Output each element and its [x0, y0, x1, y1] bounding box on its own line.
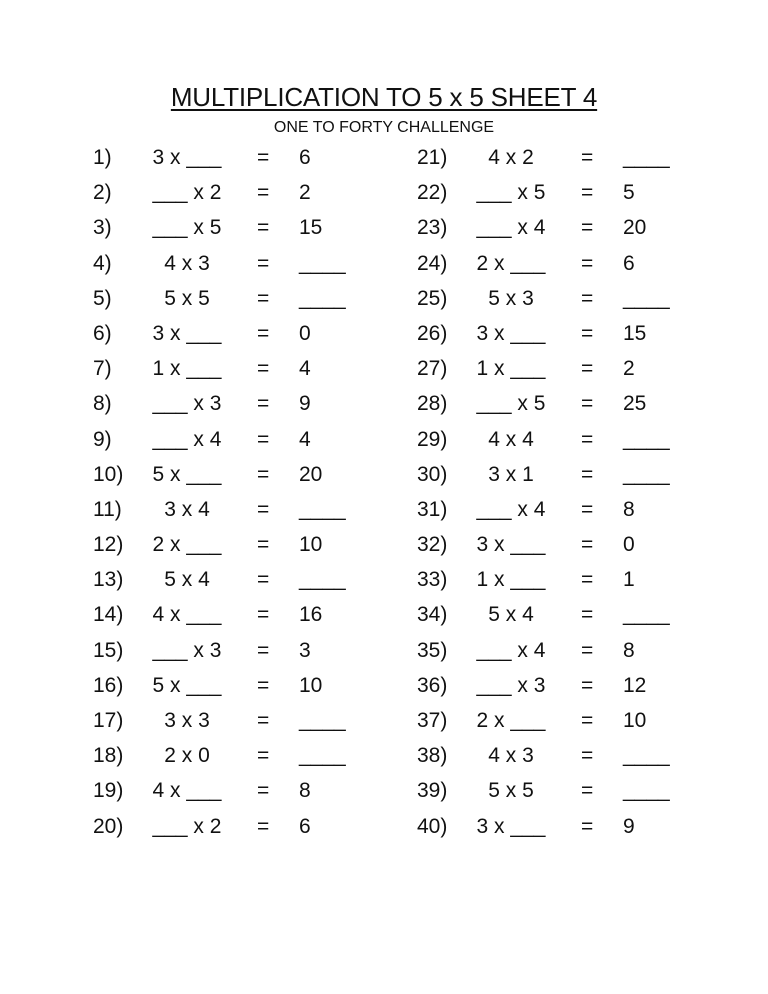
- problem-row: [417, 457, 717, 492]
- problem-answer: ____: [299, 497, 346, 521]
- problem-row: [93, 457, 393, 492]
- equals-sign: =: [257, 286, 270, 310]
- problem-row: [417, 246, 717, 281]
- problem-expression: 3 x ___: [476, 814, 546, 838]
- problem-expression: 4 x 3: [488, 744, 534, 768]
- problem-expression: 3 x ___: [152, 146, 222, 169]
- problem-row: [93, 492, 393, 527]
- problem-number: 11): [93, 497, 122, 521]
- problem-number: 28): [417, 392, 448, 416]
- problem-expression: 5 x 4: [164, 568, 210, 592]
- problem-row: [417, 527, 717, 562]
- problem-number: 29): [417, 427, 448, 451]
- problem-number: 27): [417, 357, 448, 381]
- equals-sign: =: [581, 146, 594, 169]
- problem-row: [93, 210, 393, 245]
- problem-expression: 5 x 5: [164, 286, 210, 310]
- problem-expression: ___ x 4: [152, 427, 222, 451]
- equals-sign: =: [257, 497, 270, 521]
- problem-expression: 1 x ___: [152, 357, 222, 381]
- problem-answer: 16: [299, 603, 323, 627]
- equals-sign: =: [257, 779, 270, 803]
- problem-row: [93, 386, 393, 421]
- problem-number: 26): [417, 321, 448, 345]
- problem-number: 30): [417, 462, 448, 486]
- problem-answer: ____: [299, 744, 346, 768]
- problem-number: 36): [417, 673, 448, 697]
- problem-row: [93, 140, 393, 175]
- problem-expression: 3 x 3: [164, 709, 210, 732]
- problem-answer: 10: [623, 709, 647, 732]
- problem-answer: ____: [299, 568, 346, 592]
- equals-sign: =: [581, 497, 594, 521]
- equals-sign: =: [257, 603, 270, 627]
- equals-sign: =: [257, 427, 270, 451]
- problem-expression: ___ x 3: [476, 673, 546, 697]
- problem-answer: 2: [299, 181, 311, 205]
- problem-expression: 3 x 4: [164, 497, 210, 521]
- equals-sign: =: [581, 709, 594, 732]
- problem-answer: 2: [623, 357, 635, 381]
- problem-answer: 10: [299, 673, 323, 697]
- problem-number: 39): [417, 779, 448, 803]
- problem-row: [93, 562, 393, 597]
- problem-answer: ____: [623, 744, 670, 768]
- problem-row: [417, 281, 717, 316]
- problem-row: [417, 703, 717, 738]
- problem-answer: 0: [623, 533, 635, 557]
- problem-number: 14): [93, 603, 124, 627]
- problem-answer: 4: [299, 427, 311, 451]
- problem-number: 17): [93, 709, 124, 732]
- problem-row: [417, 351, 717, 386]
- problem-number: 8): [93, 392, 112, 416]
- problem-answer: 1: [623, 568, 635, 592]
- problem-expression: ___ x 3: [152, 392, 222, 416]
- equals-sign: =: [257, 533, 270, 557]
- problem-answer: 25: [623, 392, 647, 416]
- equals-sign: =: [257, 568, 270, 592]
- problem-number: 4): [93, 251, 112, 275]
- problem-answer: ____: [623, 779, 670, 803]
- problem-row: [417, 386, 717, 421]
- equals-sign: =: [581, 251, 594, 275]
- equals-sign: =: [257, 744, 270, 768]
- equals-sign: =: [257, 462, 270, 486]
- problem-expression: ___ x 3: [152, 638, 222, 662]
- problem-expression: 3 x 1: [488, 462, 534, 486]
- problem-row: [93, 527, 393, 562]
- problem-expression: 5 x ___: [152, 673, 222, 697]
- problem-answer: 4: [299, 357, 311, 381]
- problem-expression: 4 x ___: [152, 779, 222, 803]
- worksheet-subtitle: ONE TO FORTY CHALLENGE: [273, 119, 495, 136]
- problem-expression: 1 x ___: [476, 568, 546, 592]
- equals-sign: =: [581, 533, 594, 557]
- problem-expression: 3 x ___: [476, 533, 546, 557]
- problem-expression: 1 x ___: [476, 357, 546, 381]
- problem-number: 35): [417, 638, 448, 662]
- problem-number: 21): [417, 146, 448, 169]
- problem-number: 15): [93, 638, 124, 662]
- problem-expression: 5 x 4: [488, 603, 534, 627]
- equals-sign: =: [257, 673, 270, 697]
- problem-answer: ____: [623, 603, 670, 627]
- worksheet-title-container: [0, 80, 768, 114]
- equals-sign: =: [581, 744, 594, 768]
- problem-expression: 3 x ___: [476, 321, 546, 345]
- problem-number: 34): [417, 603, 448, 627]
- problem-expression: 4 x ___: [152, 603, 222, 627]
- problem-answer: 20: [299, 462, 323, 486]
- equals-sign: =: [257, 216, 270, 240]
- problem-number: 5): [93, 286, 112, 310]
- problem-expression: 2 x ___: [476, 709, 546, 732]
- equals-sign: =: [581, 779, 594, 803]
- problem-expression: 4 x 4: [488, 427, 534, 451]
- problem-expression: 5 x 3: [488, 286, 534, 310]
- equals-sign: =: [257, 251, 270, 275]
- problem-row: [93, 422, 393, 457]
- problem-number: 10): [93, 462, 124, 486]
- problem-row: [417, 809, 717, 844]
- problem-answer: 8: [299, 779, 311, 803]
- problem-number: 40): [417, 814, 448, 838]
- problem-number: 16): [93, 673, 124, 697]
- equals-sign: =: [581, 392, 594, 416]
- problem-number: 37): [417, 709, 448, 732]
- equals-sign: =: [581, 638, 594, 662]
- problem-number: 2): [93, 181, 112, 205]
- problem-answer: 6: [299, 146, 311, 169]
- problem-number: 7): [93, 357, 112, 381]
- problem-answer: ____: [299, 286, 346, 310]
- equals-sign: =: [581, 181, 594, 205]
- equals-sign: =: [581, 462, 594, 486]
- problem-number: 25): [417, 286, 448, 310]
- problems-column-right: [417, 140, 717, 844]
- problem-row: [417, 633, 717, 668]
- problem-row: [93, 809, 393, 844]
- problem-row: [93, 281, 393, 316]
- problem-answer: 20: [623, 216, 647, 240]
- equals-sign: =: [581, 568, 594, 592]
- problem-row: [93, 351, 393, 386]
- problem-answer: 9: [623, 814, 635, 838]
- problem-number: 31): [417, 497, 448, 521]
- problem-answer: 15: [299, 216, 323, 240]
- problem-expression: ___ x 5: [476, 181, 546, 205]
- problem-row: [417, 492, 717, 527]
- equals-sign: =: [257, 638, 270, 662]
- problem-answer: 3: [299, 638, 311, 662]
- problem-number: 32): [417, 533, 448, 557]
- problem-answer: ____: [623, 146, 670, 169]
- problem-row: [93, 597, 393, 632]
- problems-column-left: [93, 140, 393, 844]
- problem-row: [93, 773, 393, 808]
- problem-row: [417, 738, 717, 773]
- problem-answer: 0: [299, 321, 311, 345]
- problem-expression: ___ x 4: [476, 638, 546, 662]
- equals-sign: =: [257, 146, 270, 169]
- equals-sign: =: [257, 321, 270, 345]
- problem-expression: ___ x 4: [476, 216, 546, 240]
- problem-number: 22): [417, 181, 448, 205]
- problem-row: [417, 668, 717, 703]
- problem-expression: 4 x 2: [488, 146, 534, 169]
- problem-expression: 2 x ___: [152, 533, 222, 557]
- problem-answer: 8: [623, 497, 635, 521]
- problem-row: [93, 246, 393, 281]
- problem-answer: 6: [623, 251, 635, 275]
- problem-expression: ___ x 2: [152, 814, 222, 838]
- problem-row: [417, 422, 717, 457]
- problem-expression: ___ x 5: [152, 216, 222, 240]
- problem-answer: 12: [623, 673, 647, 697]
- problem-row: [417, 562, 717, 597]
- problem-expression: ___ x 2: [152, 181, 222, 205]
- problem-answer: ____: [623, 286, 670, 310]
- problem-number: 3): [93, 216, 112, 240]
- problem-expression: 3 x ___: [152, 321, 222, 345]
- problem-number: 13): [93, 568, 124, 592]
- problem-answer: ____: [299, 709, 346, 732]
- problem-answer: 6: [299, 814, 311, 838]
- problem-answer: ____: [299, 251, 346, 275]
- equals-sign: =: [581, 673, 594, 697]
- problem-expression: 2 x ___: [476, 251, 546, 275]
- equals-sign: =: [581, 814, 594, 838]
- problem-row: [93, 703, 393, 738]
- problem-row: [417, 316, 717, 351]
- problem-row: [417, 597, 717, 632]
- problem-number: 9): [93, 427, 112, 451]
- equals-sign: =: [581, 603, 594, 627]
- problem-row: [417, 140, 717, 175]
- problem-number: 12): [93, 533, 124, 557]
- equals-sign: =: [581, 286, 594, 310]
- problem-answer: 15: [623, 321, 647, 345]
- equals-sign: =: [257, 814, 270, 838]
- problem-row: [417, 773, 717, 808]
- problem-expression: 4 x 3: [164, 251, 210, 275]
- equals-sign: =: [581, 321, 594, 345]
- problem-number: 6): [93, 321, 112, 345]
- problem-row: [417, 210, 717, 245]
- problem-expression: ___ x 5: [476, 392, 546, 416]
- problem-row: [93, 633, 393, 668]
- equals-sign: =: [257, 392, 270, 416]
- problem-answer: ____: [623, 427, 670, 451]
- problem-number: 33): [417, 568, 448, 592]
- worksheet-title: MULTIPLICATION TO 5 x 5 SHEET 4: [170, 82, 598, 112]
- equals-sign: =: [257, 181, 270, 205]
- problem-row: [93, 175, 393, 210]
- problem-expression: 2 x 0: [164, 744, 210, 768]
- equals-sign: =: [581, 216, 594, 240]
- problem-number: 24): [417, 251, 448, 275]
- problem-number: 19): [93, 779, 124, 803]
- problem-number: 1): [93, 146, 112, 169]
- equals-sign: =: [581, 427, 594, 451]
- problem-answer: 8: [623, 638, 635, 662]
- equals-sign: =: [257, 709, 270, 732]
- problem-answer: 10: [299, 533, 323, 557]
- problem-answer: 9: [299, 392, 311, 416]
- equals-sign: =: [581, 357, 594, 381]
- problem-expression: 5 x ___: [152, 462, 222, 486]
- equals-sign: =: [257, 357, 270, 381]
- problem-row: [93, 668, 393, 703]
- problem-number: 20): [93, 814, 124, 838]
- problem-row: [93, 316, 393, 351]
- problem-answer: ____: [623, 462, 670, 486]
- problem-number: 18): [93, 744, 124, 768]
- problem-expression: 5 x 5: [488, 779, 534, 803]
- problem-answer: 5: [623, 181, 635, 205]
- problem-number: 23): [417, 216, 448, 240]
- problem-row: [417, 175, 717, 210]
- problem-row: [93, 738, 393, 773]
- problem-expression: ___ x 4: [476, 497, 546, 521]
- problem-number: 38): [417, 744, 448, 768]
